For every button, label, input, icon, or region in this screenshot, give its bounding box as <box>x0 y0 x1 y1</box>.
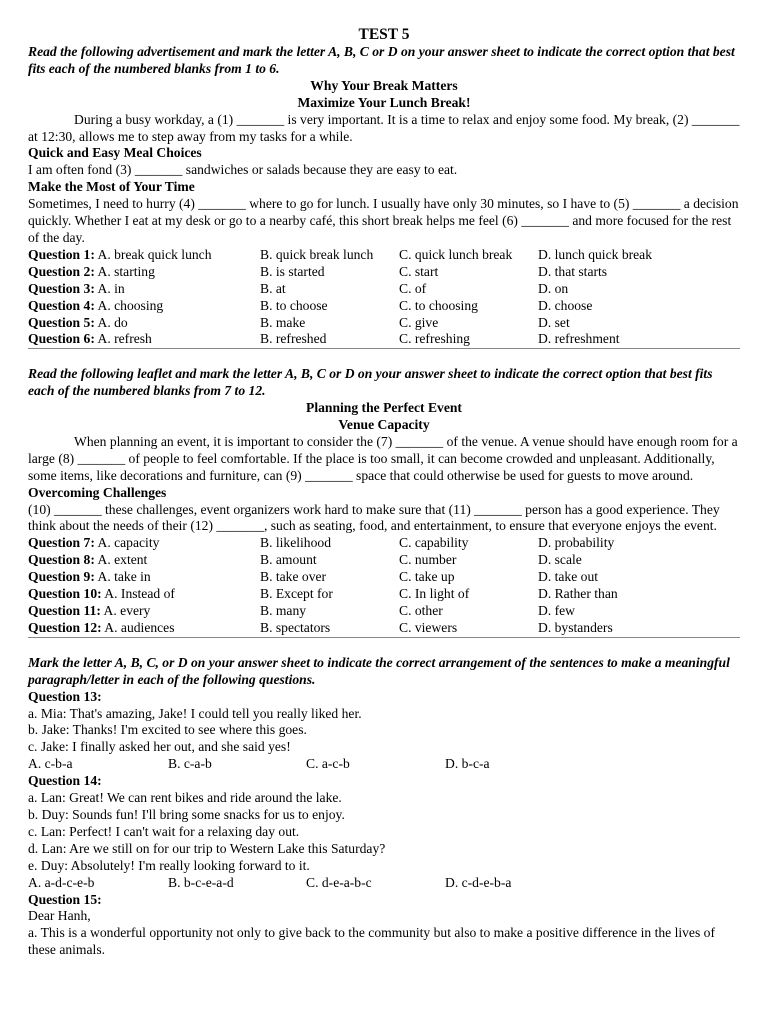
question-row <box>28 569 740 586</box>
question-option-b: B. quick break lunch <box>260 246 374 262</box>
question-option-d: D. choose <box>538 297 593 313</box>
question-label: Question 4: <box>28 297 95 313</box>
option-a-text: A. choosing <box>97 297 164 313</box>
question-option-c: C. viewers <box>399 619 458 635</box>
section-1-paragraph-2: I am often fond (3) _______ sandwiches or salads because they are easy to eat. <box>28 162 458 178</box>
question-15-greeting: Dear Hanh, <box>28 908 91 924</box>
question-option-d: D. refreshment <box>538 331 620 347</box>
section-1-subheading-1: Quick and Easy Meal Choices <box>28 145 202 161</box>
question-option-d: D. Rather than <box>538 586 618 602</box>
question-option-b: B. at <box>260 280 286 296</box>
question-option-c: C. take up <box>399 569 455 585</box>
question-13-line-c: c. Jake: I finally asked her out, and she said yes! <box>28 739 291 755</box>
section-1-paragraph-3: Sometimes, I need to hurry (4) _______ where to go for lunch. I usually have only 30 minutes, so I have to (5) _______ a decision quickly. Whether I eat at my desk or go to a nearby café, this short break helps me feel (6) _______ and more focused for the rest of the day. <box>28 196 739 245</box>
question-15-line-a: a. This is a wonderful opportunity not only to give back to the community but also to make a positive difference in the lives of these animals. <box>28 925 715 958</box>
question-option-d: D. that starts <box>538 263 608 279</box>
question-option-b: B. make <box>260 314 306 330</box>
question-label: Question 3: <box>28 280 95 296</box>
question-option-a <box>28 315 260 332</box>
option-a-text: A. break quick lunch <box>97 246 212 262</box>
question-label: Question 1: <box>28 246 95 262</box>
question-14-line-b: b. Duy: Sounds fun! I'll bring some snacks for us to enjoy. <box>28 806 345 822</box>
question-label: Question 12: <box>28 619 102 635</box>
question-option-b: B. to choose <box>260 297 328 313</box>
question-option-d: D. b-c-a <box>445 756 490 772</box>
option-a-text: A. Instead of <box>104 586 175 602</box>
question-row <box>28 281 740 298</box>
section-2-subheading-1: Overcoming Challenges <box>28 484 167 500</box>
question-option-a <box>28 535 260 552</box>
question-label: Question 2: <box>28 263 95 279</box>
section-2-subtitle: Venue Capacity <box>338 417 430 433</box>
question-row <box>28 535 740 552</box>
option-a-text: A. capacity <box>97 535 160 551</box>
question-14-line-e: e. Duy: Absolutely! I'm really looking forward to it. <box>28 857 310 873</box>
section-2-questions <box>28 535 740 637</box>
question-option-a <box>28 298 260 315</box>
question-row <box>28 586 740 603</box>
question-option-c: C. refreshing <box>399 331 470 347</box>
question-option-b: B. many <box>260 603 307 618</box>
question-option-b: B. spectators <box>260 619 331 635</box>
question-option-a <box>28 620 260 637</box>
option-a-text: A. take in <box>97 569 151 585</box>
section-1-subtitle: Maximize Your Lunch Break! <box>297 94 471 110</box>
question-option-a <box>28 281 260 298</box>
question-option-d: D. scale <box>538 552 582 568</box>
question-14-line-c: c. Lan: Perfect! I can't wait for a relaxing day out. <box>28 823 300 839</box>
option-a-text: A. in <box>97 280 125 296</box>
question-row <box>28 552 740 569</box>
question-option-b: B. amount <box>260 552 317 568</box>
question-14-line-a: a. Lan: Great! We can rent bikes and ride around the lake. <box>28 790 342 806</box>
question-row <box>28 298 740 315</box>
question-option-d: D. few <box>538 603 575 618</box>
question-option-a <box>28 331 260 348</box>
question-option-d: D. lunch quick break <box>538 246 653 262</box>
section-2-heading: Planning the Perfect Event <box>306 400 462 416</box>
question-option-d: D. c-d-e-b-a <box>445 874 512 890</box>
question-label: Question 8: <box>28 552 95 568</box>
option-a-text: A. starting <box>97 263 155 279</box>
question-14-label: Question 14: <box>28 773 102 789</box>
question-option-d: D. set <box>538 314 570 330</box>
question-option-a <box>28 586 260 603</box>
question-label: Question 9: <box>28 569 95 585</box>
option-a-text: A. do <box>97 314 128 330</box>
question-option-d: D. probability <box>538 535 615 551</box>
question-option-c: C. give <box>399 314 439 330</box>
question-option-a: A. a-d-c-e-b <box>28 874 95 890</box>
section-3 <box>28 655 740 959</box>
question-option-d: D. take out <box>538 569 599 585</box>
question-15-label: Question 15: <box>28 891 102 907</box>
question-option-c: C. to choosing <box>399 297 478 313</box>
section-1-subheading-2: Make the Most of Your Time <box>28 179 195 195</box>
question-option-c: C. start <box>399 263 439 279</box>
question-option-a <box>28 552 260 569</box>
section-1-heading: Why Your Break Matters <box>310 77 458 93</box>
option-a-text: A. extent <box>97 552 148 568</box>
question-option-c: C. In light of <box>399 586 470 602</box>
question-13-line-b: b. Jake: Thanks! I'm excited to see where this goes. <box>28 722 307 738</box>
question-row <box>28 315 740 332</box>
question-option-c: C. capability <box>399 535 469 551</box>
section-1-instruction: Read the following advertisement and mark the letter A, B, C or D on your answer sheet to indicate the correct option that best fits each of the numbered blanks from 1 to 6. <box>28 44 735 76</box>
question-row <box>28 264 740 281</box>
question-option-b: B. b-c-e-a-d <box>168 874 234 890</box>
question-13-line-a: a. Mia: That's amazing, Jake! I could tell you really liked her. <box>28 705 362 721</box>
section-1 <box>28 44 740 349</box>
question-option-b: B. refreshed <box>260 331 327 347</box>
question-option-c: C. quick lunch break <box>399 246 513 262</box>
section-2-paragraph-2: (10) _______ these challenges, event organizers work hard to make sure that (11) _______ person has a good experience. They think about the needs of their (12) _______, such as seating, food, and entertainment, to ensure that everyone enjoys the event. <box>28 501 720 534</box>
question-row <box>28 603 740 620</box>
option-a-text: A. every <box>103 603 151 618</box>
section-2 <box>28 366 740 638</box>
section-3-instruction: Mark the letter A, B, C, or D on your answer sheet to indicate the correct arrangement of the sentences to make a meaningful paragraph/letter in each of the following questions. <box>28 654 730 687</box>
question-option-a <box>28 603 260 620</box>
question-label: Question 5: <box>28 314 95 330</box>
question-row <box>28 331 740 349</box>
question-label: Question 7: <box>28 535 95 551</box>
question-option-c: C. of <box>399 280 427 296</box>
question-option-b: B. is started <box>260 263 325 279</box>
section-2-instruction: Read the following leaflet and mark the letter A, B, C or D on your answer sheet to indicate the correct option that best fits each of the numbered blanks from 7 to 12. <box>28 366 713 399</box>
question-label: Question 10: <box>28 586 102 602</box>
question-option-b: B. c-a-b <box>168 756 212 772</box>
question-option-c: C. d-e-a-b-c <box>306 874 372 890</box>
section-1-paragraph-1: During a busy workday, a (1) _______ is very important. It is a time to relax and enjoy some food. My break, (2) _______ at 12:30, allows me to step away from my tasks for a while. <box>28 111 740 144</box>
question-option-a <box>28 569 260 586</box>
question-option-c: C. number <box>399 552 457 568</box>
question-option-a <box>28 247 260 264</box>
question-option-b: B. take over <box>260 569 327 585</box>
question-option-d: D. on <box>538 280 569 296</box>
question-13-label: Question 13: <box>28 688 102 704</box>
question-14-options <box>28 875 740 892</box>
question-row <box>28 620 740 638</box>
question-option-c: C. a-c-b <box>306 756 350 772</box>
question-13-options <box>28 756 740 773</box>
option-a-text: A. audiences <box>104 619 175 635</box>
question-option-a: A. c-b-a <box>28 756 73 772</box>
option-a-text: A. refresh <box>97 331 152 347</box>
question-label: Question 11: <box>28 603 101 618</box>
question-option-b: B. likelihood <box>260 535 331 551</box>
question-row <box>28 247 740 264</box>
question-option-a <box>28 264 260 281</box>
question-option-d: D. bystanders <box>538 619 613 635</box>
test-title: TEST 5 <box>358 26 410 43</box>
question-14-line-d: d. Lan: Are we still on for our trip to Western Lake this Saturday? <box>28 840 386 856</box>
question-option-c: C. other <box>399 603 443 618</box>
section-1-questions <box>28 247 740 349</box>
question-label: Question 6: <box>28 331 95 347</box>
question-option-b: B. Except for <box>260 586 333 602</box>
section-2-paragraph-1: When planning an event, it is important to consider the (7) _______ of the venue. A venue should have enough room for a large (8) _______ of people to feel comfortable. If the place is too small, it can become crowded and unpleasant. Additionally, some items, like decorations and furniture, can (9) _______ space that could otherwise be used for guests to move around. <box>28 433 738 483</box>
